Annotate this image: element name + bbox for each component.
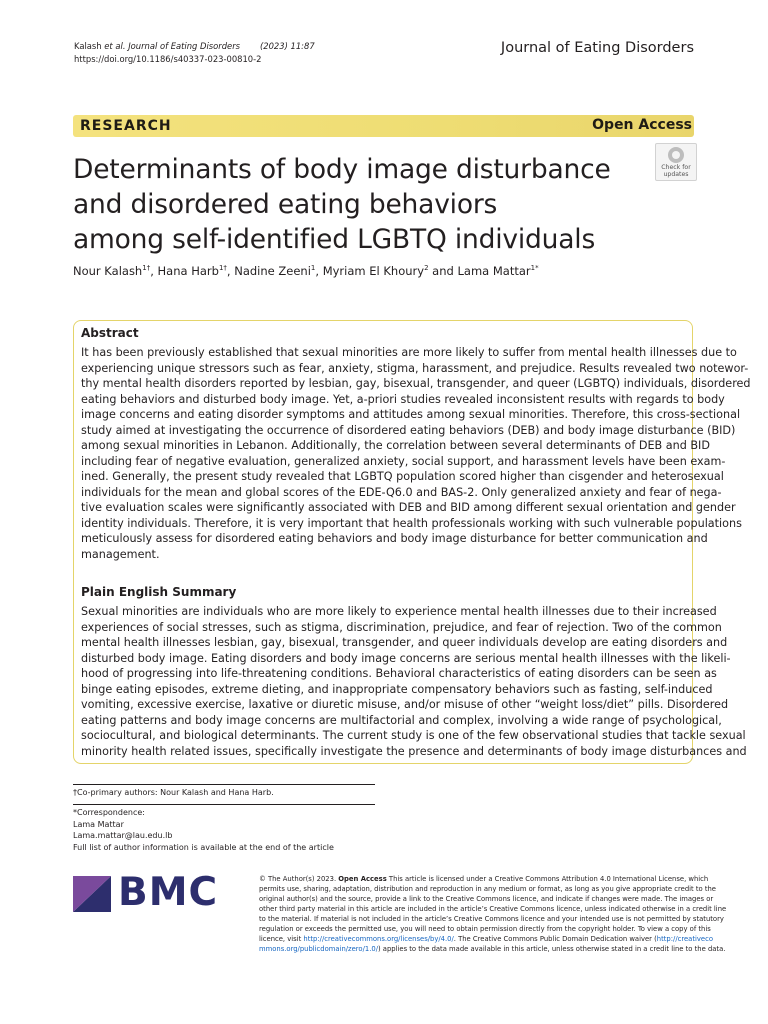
- check-updates-text: [656, 164, 696, 178]
- author-affiliation: 1: [310, 264, 316, 273]
- author-name[interactable]: Hana Harb: [157, 264, 219, 278]
- author-name[interactable]: Lama Mattar: [457, 264, 531, 278]
- author-name[interactable]: Myriam El Khoury: [322, 264, 425, 278]
- correspondence-block: [73, 807, 334, 853]
- co-primary-note: †Co-primary authors: Nour Kalash and Hana Harb.: [73, 788, 274, 797]
- abstract-heading: Abstract: [81, 326, 139, 340]
- summary-line: disturbed body image. Eating disorders and body image concerns are serious mental health illnesses with the likeli-: [81, 651, 731, 665]
- author-separator: ,: [150, 264, 158, 278]
- summary-line: sociocultural, and biological determinants. The current study is one of the few observational studies that tackle sexual: [81, 729, 746, 742]
- plain-summary-heading: Plain English Summary: [81, 585, 237, 599]
- correspondence-name: Lama Mattar: [73, 819, 124, 829]
- author-name[interactable]: Nadine Zeeni: [234, 264, 311, 278]
- license-line: original author(s) and the source, provide a link to the Creative Commons licence, and indicate if changes were made. The images or: [259, 895, 714, 903]
- author-affiliation: 1*: [530, 264, 539, 273]
- abstract-line: individuals for the mean and global scores of the EDE-Q6.0 and BAS-2. Only generalized anxiety and fear of nega-: [81, 485, 722, 499]
- abstract-line: experiencing unique stressors such as fear, anxiety, stigma, harassment, and prejudice. Results revealed two notewor-: [81, 361, 749, 375]
- article-type-label: RESEARCH: [80, 118, 172, 134]
- title-line-3: among self-identified LGBTQ individuals: [73, 224, 596, 255]
- license-line: [259, 934, 714, 944]
- license-waiver: . The Creative Commons Public Domain Dedication waiver (: [453, 935, 657, 943]
- license-line: [259, 874, 709, 884]
- running-header: [74, 40, 315, 66]
- author-separator: ,: [315, 264, 323, 278]
- abstract-line: thy mental health disorders reported by lesbian, gay, bisexual, transgender, and queer (LGBTQ) individuals, disordered: [81, 377, 751, 390]
- summary-line: Sexual minorities are individuals who are more likely to experience mental health illnesses due to their increased: [81, 605, 717, 618]
- waiver-link-part2[interactable]: mmons.org/publicdomain/zero/1.0/: [259, 945, 378, 953]
- license-line8-rest: ) applies to the data made available in this article, unless otherwise stated in a credit line to the data.: [378, 945, 726, 953]
- waiver-link-part1[interactable]: http://creativeco: [656, 935, 714, 943]
- abstract-line: image concerns and eating disorder symptoms and attitudes among sexual minorities. Therefore, this cross-sectional: [81, 408, 741, 421]
- license-visit: licence, visit: [259, 935, 304, 943]
- abstract-line: It has been previously established that sexual minorities are more likely to suffer from mental health illnesses due to: [81, 346, 737, 359]
- check-updates-line2: updates: [663, 171, 689, 178]
- summary-line: binge eating episodes, extreme dieting, and inappropriate compensatory behaviors such as fasting, self-induced: [81, 682, 713, 696]
- license-line: other third party material in this article are included in the article’s Creative Commons licence, unless indicated otherwise in a credit line: [259, 905, 727, 913]
- open-access-label: Open Access: [592, 117, 692, 133]
- summary-line: minority health related issues, specifically investigate the presence and determinants of body image disturbances and: [81, 744, 747, 758]
- summary-line: mental health illnesses lesbian, gay, bisexual, transgender, and queer individuals develop are eating disorders and: [81, 636, 728, 649]
- author-info-note: Full list of author information is available at the end of the article: [73, 842, 334, 852]
- summary-line: hood of progressing into life-threatening conditions. Behavioral characteristics of eating disorders can be seen as: [81, 667, 717, 680]
- author-affiliation: 2: [424, 264, 429, 273]
- license-text: [259, 874, 727, 954]
- check-updates-line1: Check for: [661, 164, 691, 171]
- license-link[interactable]: http://creativecommons.org/licenses/by/4.0/: [303, 935, 454, 943]
- etal: et al.: [104, 41, 126, 51]
- correspondence-email[interactable]: Lama.mattar@lau.edu.lb: [73, 831, 173, 840]
- year-ref: (2023) 11:87: [260, 41, 315, 51]
- title-line-1: Determinants of body image disturbance: [73, 154, 611, 185]
- bmc-logo-mark-icon: [73, 876, 111, 912]
- doi-link[interactable]: https://doi.org/10.1186/s40337-023-00810-2: [74, 54, 262, 64]
- abstract-line: ined. Generally, the present study revealed that LGBTQ population scored higher than cisgender and heterosexual: [81, 470, 724, 483]
- abstract-line: eating behaviors and disturbed body image. Yet, a-priori studies revealed inconsistent results with regards to body: [81, 392, 725, 406]
- license-line: permits use, sharing, adaptation, distribution and reproduction in any medium or format, as long as you give appropriate credit to the: [259, 885, 716, 893]
- abstract-line: meticulously assess for disordered eating behaviors and body image disturbance for better communication and: [81, 532, 708, 545]
- license-line1-rest: This article is licensed under a Creative Commons Attribution 4.0 International License, which: [386, 875, 709, 883]
- title-line-2: and disordered eating behaviors: [73, 189, 498, 220]
- abstract-line: identity individuals. Therefore, it is very important that health professionals working with such vulnerable populations: [81, 516, 742, 530]
- summary-line: vomiting, excessive exercise, laxative or diuretic misuse, and/or misuse of other “weight loss/diet” pills. Disordered: [81, 698, 729, 711]
- journal-name: Journal of Eating Disorders: [128, 41, 240, 51]
- author-list: [73, 264, 539, 278]
- journal-title: Journal of Eating Disorders: [500, 40, 694, 56]
- footnote-divider: [73, 804, 375, 805]
- summary-line: experiences of social stresses, such as stigma, discrimination, prejudice, and fear of rejection. Two of the common: [81, 620, 722, 634]
- author-name[interactable]: Nour Kalash: [73, 264, 143, 278]
- author-short: Kalash: [74, 41, 102, 51]
- license-open-access: Open Access: [338, 875, 387, 883]
- etal-journal: [104, 41, 240, 51]
- abstract-line: management.: [81, 547, 160, 561]
- footnote-divider: [73, 784, 375, 785]
- check-updates-icon: [668, 147, 684, 163]
- check-for-updates-badge[interactable]: [655, 143, 697, 181]
- author-and: and: [428, 264, 458, 278]
- abstract-body: [81, 345, 751, 562]
- license-copyright: © The Author(s) 2023.: [259, 875, 339, 883]
- author-affiliation: 1†: [142, 264, 151, 273]
- license-line: [259, 944, 726, 954]
- abstract-line: including fear of negative evaluation, generalized anxiety, social support, and harassment levels have been exam-: [81, 454, 726, 468]
- correspondence-label: *Correspondence:: [73, 808, 145, 817]
- license-line: to the material. If material is not included in the article’s Creative Commons licence and your intended use is not permitted by statutory: [259, 915, 724, 923]
- abstract-line: study aimed at investigating the occurrence of disordered eating behaviors (DEB) and body image disturbance (BID): [81, 423, 736, 437]
- bmc-logo-text: BMC: [118, 870, 219, 915]
- citation-line: [74, 40, 315, 53]
- license-line: regulation or exceeds the permitted use, you will need to obtain permission directly from the copyright holder. To view a copy of this: [259, 925, 711, 933]
- author-affiliation: 1†: [218, 264, 227, 273]
- plain-summary-body: [81, 604, 747, 759]
- abstract-line: tive evaluation scales were significantly associated with DEB and BID among different sexual orientation and gender: [81, 501, 736, 514]
- article-title: [73, 152, 633, 257]
- author-separator: ,: [226, 264, 235, 278]
- abstract-line: among sexual minorities in Lebanon. Additionally, the correlation between several determinants of DEB and BID: [81, 439, 710, 452]
- summary-line: eating patterns and body image concerns are multifactorial and complex, involving a wide range of psychological,: [81, 713, 722, 727]
